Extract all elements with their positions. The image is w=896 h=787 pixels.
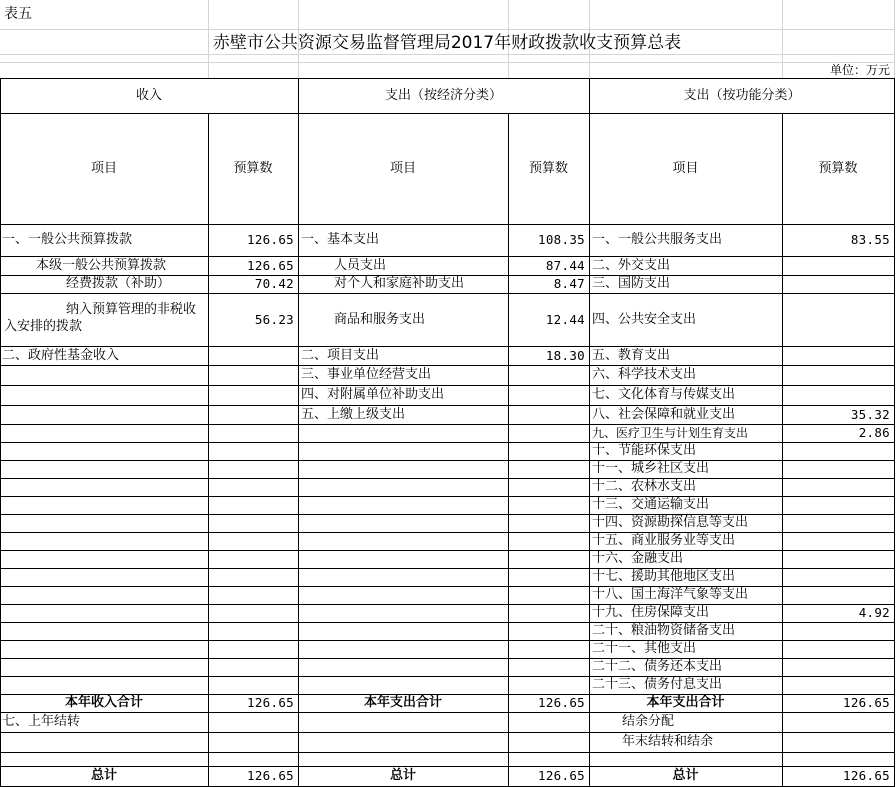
func-row-label: 九、医疗卫生与计划生育支出 [592, 426, 749, 440]
econ-row-value: 87.44 [545, 258, 585, 273]
func-row-label: 十八、国土海洋气象等支出 [592, 587, 749, 602]
econ-row-label: 五、上缴上级支出 [301, 407, 406, 422]
grand-total-econ-value: 126.65 [538, 768, 585, 783]
table-border-h [0, 256, 895, 257]
func-row-label: 十五、商业服务业等支出 [592, 533, 736, 548]
income-row-value: 126.65 [247, 258, 294, 273]
func-row-label: 十六、金融支出 [592, 551, 684, 566]
func-budget-header: 预算数 [818, 161, 858, 176]
econ-total-label: 本年支出合计 [363, 695, 442, 710]
income-row-value: 70.42 [254, 276, 294, 291]
econ-row-value: 12.44 [545, 312, 585, 327]
func-row-label: 八、社会保障和就业支出 [592, 407, 736, 422]
unit-label: 单位：万元 [829, 63, 890, 77]
func-row-label: 十一、城乡社区支出 [592, 461, 710, 476]
income-row-label: 纳入预算管理的非税收入安排的拨款 [4, 302, 197, 334]
income-row-label: 二、政府性基金收入 [2, 348, 120, 363]
econ-budget-header: 预算数 [528, 161, 568, 176]
table-border-h [0, 766, 895, 767]
table-border-v [298, 78, 299, 786]
econ-row-value: 8.47 [553, 276, 585, 291]
func-row-label: 二十一、其他支出 [592, 641, 697, 656]
grand-total-econ-label: 总计 [389, 768, 416, 783]
income-row-label: 一、一般公共预算拨款 [2, 232, 133, 247]
func-row-label: 三、国防支出 [592, 276, 671, 291]
table-border-h [0, 712, 895, 713]
func-total-label: 本年支出合计 [646, 695, 725, 710]
gridline-h [0, 29, 894, 30]
econ-row-label: 一、基本支出 [301, 232, 380, 247]
table-border-h [0, 293, 895, 294]
func-row-label: 二十三、债务付息支出 [592, 677, 723, 692]
gridline-h [0, 54, 894, 55]
func-section-header: 支出（按功能分类） [683, 88, 801, 103]
table-border-h [0, 405, 895, 406]
func-row-label: 二、外交支出 [592, 258, 671, 273]
grand-total-income-label: 总计 [90, 768, 117, 783]
func-row-value: 35.32 [850, 407, 890, 422]
func-row-label: 十四、资源勘探信息等支出 [592, 515, 749, 530]
income-total-value: 126.65 [247, 695, 294, 710]
econ-row-value: 108.35 [538, 232, 585, 247]
income-row-value: 126.65 [247, 232, 294, 247]
econ-row-label: 人员支出 [334, 258, 387, 273]
func-row-value: 4.92 [858, 605, 890, 620]
econ-item-header: 项目 [389, 161, 416, 176]
func-row-label: 十三、交通运输支出 [592, 497, 710, 512]
table-border-v [508, 113, 509, 786]
func-row-label: 十九、住房保障支出 [592, 605, 710, 620]
table-border-h [0, 752, 895, 753]
income-section-header: 收入 [135, 88, 162, 103]
table-border-v [589, 78, 590, 786]
income-row-label: 经费拨款（补助） [66, 276, 171, 291]
econ-row-label: 二、项目支出 [301, 348, 380, 363]
func-row-label: 二十二、债务还本支出 [592, 659, 723, 674]
income-row-label: 本级一般公共预算拨款 [36, 258, 167, 273]
sheet-label: 表五 [4, 6, 32, 22]
income-carryover-label: 七、上年结转 [2, 714, 81, 729]
income-budget-header: 预算数 [233, 161, 273, 176]
econ-total-value: 126.65 [538, 695, 585, 710]
table-border-v [782, 113, 783, 786]
table-border-h [0, 224, 895, 225]
econ-row-label: 商品和服务支出 [334, 312, 426, 327]
econ-row-label: 对个人和家庭补助支出 [334, 276, 465, 291]
econ-row-label: 三、事业单位经营支出 [301, 367, 432, 382]
func-row-label: 二十、粮油物资储备支出 [592, 623, 736, 638]
table-border-h [0, 385, 895, 386]
table-border-h [0, 346, 895, 347]
income-item-header: 项目 [90, 161, 117, 176]
func-carryover-label-2: 年末结转和结余 [622, 734, 714, 749]
page-title: 赤壁市公共资源交易监督管理局2017年财政拨款收支预算总表 [212, 33, 682, 53]
grand-total-income-value: 126.65 [247, 768, 294, 783]
table-border-h [0, 732, 895, 733]
income-total-label: 本年收入合计 [64, 695, 143, 710]
func-row-label: 十七、援助其他地区支出 [592, 569, 736, 584]
func-total-value: 126.65 [843, 695, 890, 710]
econ-row-label: 四、对附属单位补助支出 [301, 387, 445, 402]
table-border-v [208, 113, 209, 786]
econ-row-value: 18.30 [545, 348, 585, 363]
income-row-value: 56.23 [254, 312, 294, 327]
table-border-h [0, 365, 895, 366]
func-item-header: 项目 [672, 161, 699, 176]
func-row-label: 五、教育支出 [592, 348, 671, 363]
func-row-label: 七、文化体育与传媒支出 [592, 387, 736, 402]
table-border-v [0, 78, 1, 786]
func-row-label: 六、科学技术支出 [592, 367, 697, 382]
econ-section-header: 支出（按经济分类） [384, 88, 502, 103]
func-row-label: 十、节能环保支出 [592, 443, 697, 458]
func-row-value: 2.86 [858, 425, 890, 440]
grand-total-func-label: 总计 [672, 768, 699, 783]
func-carryover-label-1: 结余分配 [622, 714, 675, 729]
func-row-value: 83.55 [850, 232, 890, 247]
func-row-label: 十二、农林水支出 [592, 479, 697, 494]
table-border-h [0, 78, 895, 79]
func-row-label: 一、一般公共服务支出 [592, 232, 723, 247]
gridline-v [894, 0, 895, 78]
table-border-h [0, 113, 895, 114]
grand-total-func-value: 126.65 [843, 768, 890, 783]
table-border-v [894, 78, 895, 786]
func-row-label: 四、公共安全支出 [592, 312, 697, 327]
